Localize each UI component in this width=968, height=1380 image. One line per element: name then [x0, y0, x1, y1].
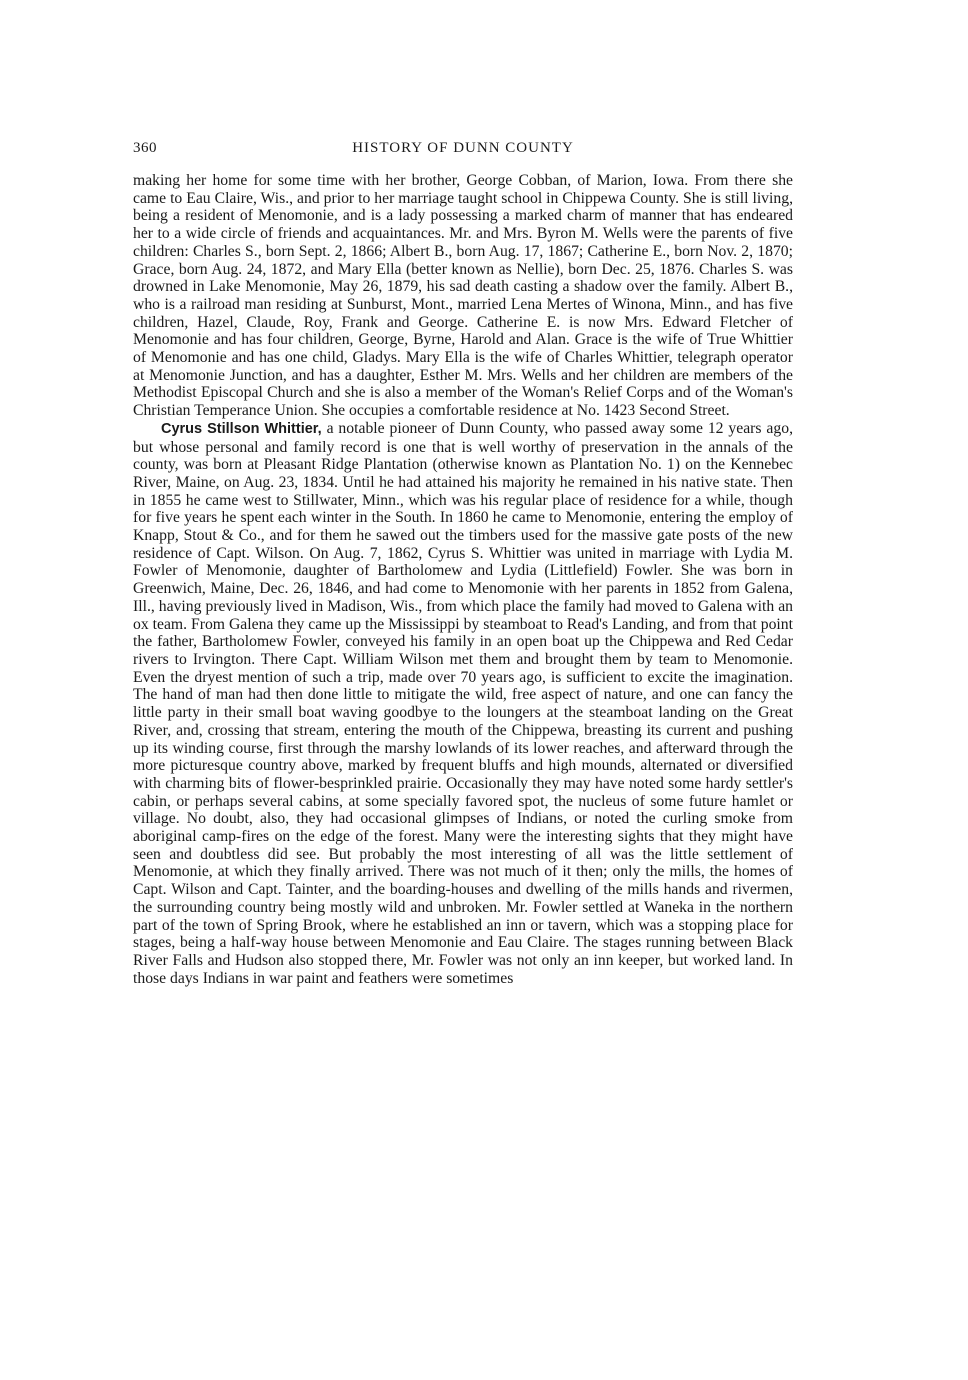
page-number: 360: [133, 140, 157, 156]
paragraph-text: a notable pioneer of Dunn County, who passed away some 12 years ago, but whose personal and family record is one that is well worthy of preservation in the annals of the county, was born at Pleasant Ridge Plantation (otherwise known as Plantation No. 1) on the Kennebec River, Maine, on Aug. 23, 1834. Until he had attained his majority he remained in his native state. Then in 1855 he came west to Stillwater, Minn., which was his regular place of residence for a while, though for five years he spent each winter in the South. In 1860 he came to Menomonie, entering the employ of Knapp, Stout & Co., and for them he sawed out the timbers used for the massive gate posts of the new residence of Capt. Wilson. On Aug. 7, 1862, Cyrus S. Whittier was united in marriage with Lydia M. Fowler of Menomonie, daughter of Bartholomew and Lydia (Littlefield) Fowler. She was born in Greenwich, Maine, Dec. 26, 1846, and had come to Menomonie with her parents in 1852 from Galena, Ill., having previously lived in Madison, Wis., from which place the family had moved to Galena with an ox team. From Galena they came up the Mississippi by steamboat to Read's Landing, and from that point the father, Bartholomew Fowler, conveyed his family in an open boat up the Chippewa and Red Cedar rivers to Irvington. There Capt. William Wilson met them and brought them by team to Menomonie. Even the dryest mention of such a trip, made over 70 years ago, is sufficient to excite the imagination. The hand of man had then done little to mitigate the wild, free aspect of nature, and one can fancy the little party in their small boat waving goodbye to the loungers at the steamboat landing on the Great River, and, crossing that stream, entering the mouth of the Chippewa, breasting its current and pushing up its winding course, first through the marshy lowlands of its lower reaches, and afterward through the more picturesque country above, marked by frequent bluffs and high mounds, alternated or diversified with charming bits of flower-besprinkled prairie. Occasionally they may have noted some hardy settler's cabin, or perhaps several cabins, at some specially favored spot, the nucleus of some future hamlet or village. No doubt, also, they had occasional glimpses of Indians, or noted the curling smoke from aboriginal camp-fires on the edge of the forest. Many were the interesting sights that they might have seen and doubtless did see. But probably the most interesting of all was the little settlement of Menomonie, at which they finally arrived. There was not much of it then; only the mills, the homes of Capt. Wilson and Capt. Tainter, and the boarding-houses and dwelling of the mills hands and rivermen, the surrounding country being mostly wild and unbroken. Mr. Fowler settled at Waneka in the northern part of the town of Spring Brook, where he established an inn or tavern, which was a stopping place for stages, being a half-way house between Menomonie and Eau Claire. The stages running between Black River Falls and Hudson also stopped there, Mr. Fowler was not only an inn keeper, but worked land. In those days Indians in war paint and feathers were sometimes: [133, 419, 793, 987]
running-head: [133, 140, 793, 162]
paragraph-text: making her home for some time with her brother, George Cobban, of Marion, Iowa. From there she came to Eau Claire, Wis., and prior to her marriage taught school in Chippewa County. She is still living, being a resident of Menomonie, and is a lady possessing a marked charm of manner that has endeared her to a wide circle of friends and acquaintances. Mr. and Mrs. Byron M. Wells were the parents of five children: Charles S., born Sept. 2, 1866; Albert B., born Aug. 17, 1867; Catherine E., born Nov. 2, 1870; Grace, born Aug. 24, 1872, and Mary Ella (better known as Nellie), born Dec. 25, 1876. Charles S. was drowned in Lake Menomonie, May 26, 1879, his sad death casting a shadow over the family. Albert B., who is a railroad man residing at Sunburst, Mont., married Lena Mertes of Winona, Minn., and has five children, Hazel, Claude, Roy, Frank and George. Catherine E. is now Mrs. Edward Fletcher of Menomonie and has four children, George, Byrne, Harold and Alan. Grace is the wife of True Whittier of Menomonie and has one child, Gladys. Mary Ella is the wife of Charles Whittier, telegraph operator at Menomonie Junction, and has a daughter, Esther M. Mrs. Wells and her children are members of the Methodist Episcopal Church and she is also a member of the Woman's Relief Corps and of the Woman's Christian Temperance Union. She occupies a comfortable residence at No. 1423 Second Street.: [133, 172, 793, 420]
subject-name: Cyrus Stillson Whittier,: [161, 420, 322, 437]
body-text: [133, 172, 793, 987]
paragraph-biography: [133, 420, 793, 988]
paragraph-continuation: [133, 172, 793, 420]
running-title: HISTORY OF DUNN COUNTY: [352, 140, 574, 156]
book-page: [133, 140, 793, 1220]
